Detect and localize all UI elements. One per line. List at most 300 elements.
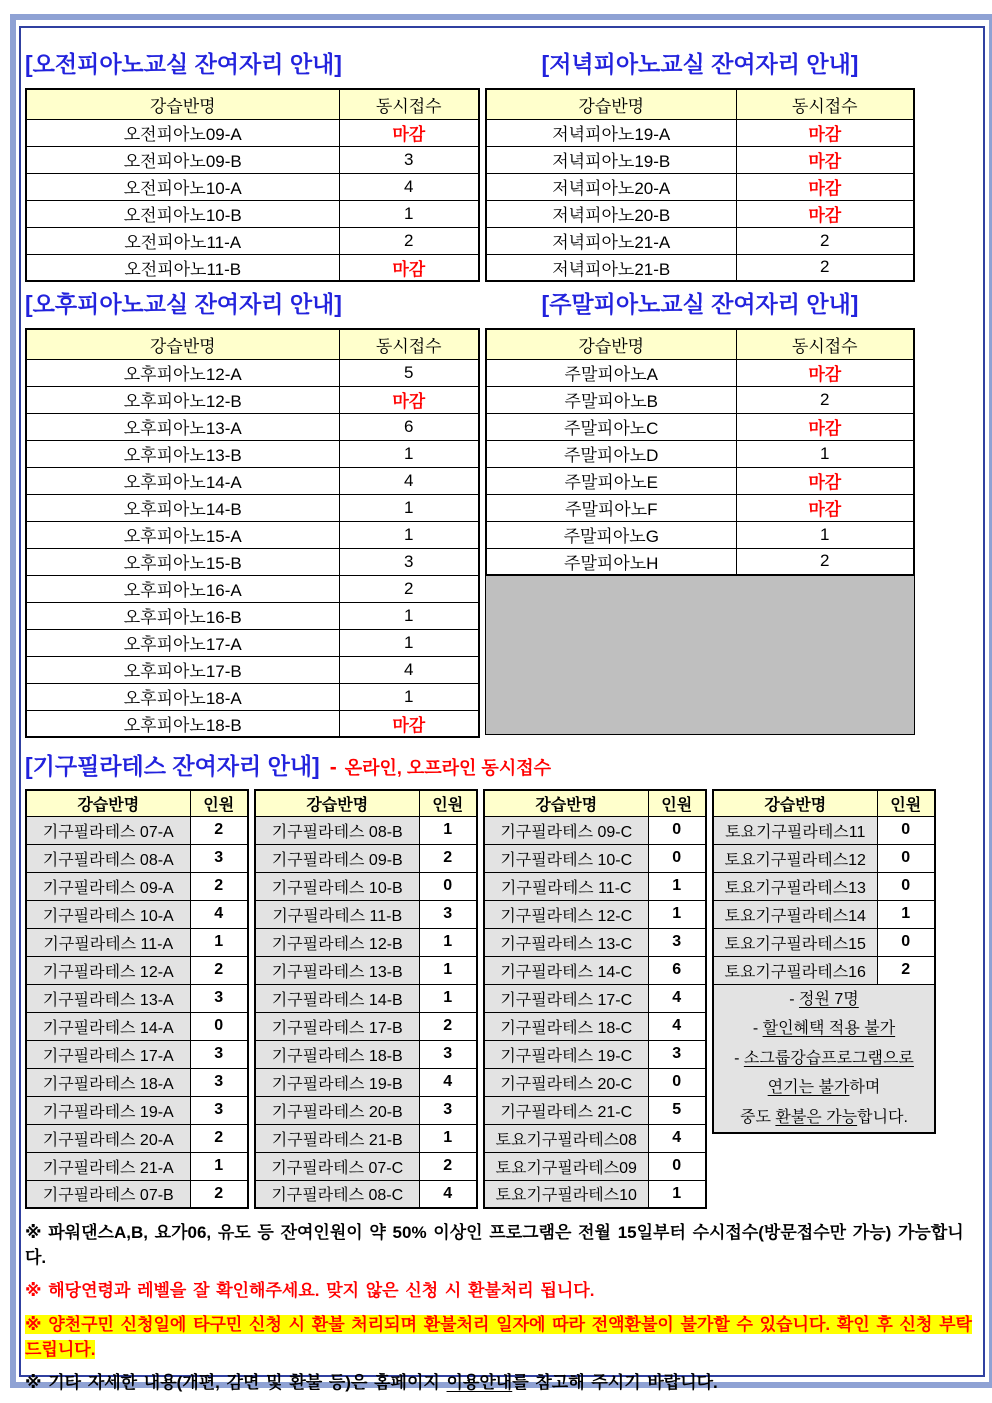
table-header-row <box>255 790 477 816</box>
footnote-age-level-warning <box>25 1279 975 1304</box>
count-cell: 3 <box>339 548 479 575</box>
class-name-cell: 기구필라테스 12-C <box>484 900 648 928</box>
class-name-cell: 저녁피아노21-B <box>486 254 736 281</box>
class-name-cell: 기구필라테스 10-A <box>26 900 190 928</box>
column-header-concurrent-count: 동시접수 <box>339 329 479 359</box>
table-row <box>26 254 479 281</box>
table-row <box>26 1040 248 1068</box>
table-row <box>713 956 935 984</box>
class-name-cell: 기구필라테스 17-A <box>26 1040 190 1068</box>
count-cell: 3 <box>190 1096 248 1124</box>
count-cell: 0 <box>877 872 935 900</box>
class-name-cell: 기구필라테스 17-C <box>484 984 648 1012</box>
count-cell: 2 <box>877 956 935 984</box>
text-segment: ※ 양천구민 신청일에 타구민 신청 시 환불 처리되며 환불처리 일자에 따라 전액환불이 불가할 수 있습니다. 확인 후 신청 부탁드립니다. <box>25 1314 972 1359</box>
table-header-row <box>486 329 914 359</box>
column-header-class-name: 강습반명 <box>26 790 190 816</box>
count-cell: 2 <box>736 386 914 413</box>
table-row <box>255 928 477 956</box>
count-cell: 4 <box>419 1180 477 1208</box>
text-segment: 중도 <box>740 1108 776 1126</box>
count-cell: 4 <box>648 1012 706 1040</box>
table-row <box>26 413 479 440</box>
count-cell: 3 <box>419 900 477 928</box>
table-row <box>255 1096 477 1124</box>
text-segment: ※ 기타 자세한 내용(개편, 감면 및 환불 등)은 홈페이지 <box>25 1373 447 1393</box>
column-header-concurrent-count: 동시접수 <box>339 89 479 119</box>
count-cell: 4 <box>419 1068 477 1096</box>
page-content <box>25 46 975 1403</box>
class-name-cell: 오후피아노16-A <box>26 575 339 602</box>
table-row <box>26 1096 248 1124</box>
count-cell: 3 <box>419 1040 477 1068</box>
count-cell: 4 <box>339 656 479 683</box>
count-cell: 0 <box>648 844 706 872</box>
table-row <box>484 1180 706 1208</box>
table-row <box>26 173 479 200</box>
class-name-cell: 기구필라테스 12-A <box>26 956 190 984</box>
count-cell: 1 <box>648 900 706 928</box>
class-name-cell: 오후피아노15-A <box>26 521 339 548</box>
table-header-row <box>713 790 935 816</box>
table-row <box>26 467 479 494</box>
table-row <box>484 1124 706 1152</box>
section-title-afternoon-piano: [오후피아노교실 잔여자리 안내] <box>25 291 342 317</box>
table-row <box>255 956 477 984</box>
class-name-cell: 주말피아노E <box>486 467 736 494</box>
text-segment: - <box>789 990 800 1008</box>
pilates-title-row <box>25 748 975 781</box>
table-row <box>484 1040 706 1068</box>
table-row <box>26 1012 248 1040</box>
table-row <box>26 956 248 984</box>
table-row <box>26 359 479 386</box>
class-name-cell: 기구필라테스 08-C <box>255 1180 419 1208</box>
count-cell: 2 <box>339 575 479 602</box>
count-cell: 0 <box>648 1068 706 1096</box>
count-cell: 4 <box>190 900 248 928</box>
count-cell: 6 <box>339 413 479 440</box>
table-row <box>26 900 248 928</box>
count-cell: 3 <box>648 928 706 956</box>
column-header-class-name: 강습반명 <box>486 89 736 119</box>
class-name-cell: 기구필라테스 18-C <box>484 1012 648 1040</box>
count-cell: 2 <box>190 956 248 984</box>
text-segment: 할인혜택 적용 불가 <box>762 1020 896 1038</box>
count-cell: 2 <box>419 844 477 872</box>
count-cell: 2 <box>190 816 248 844</box>
class-name-cell: 저녁피아노19-A <box>486 119 736 146</box>
count-cell: 0 <box>877 844 935 872</box>
text-segment: 환불은 가능 <box>775 1108 858 1126</box>
count-cell: 2 <box>736 254 914 281</box>
count-cell: 3 <box>190 1068 248 1096</box>
count-cell: 2 <box>736 548 914 575</box>
note-line <box>714 1014 934 1044</box>
class-name-cell: 오후피아노17-B <box>26 656 339 683</box>
text-segment: 소그룹강습프로그램으로 <box>743 1049 914 1067</box>
table-row <box>484 1068 706 1096</box>
table-row <box>26 1068 248 1096</box>
table-row <box>26 200 479 227</box>
count-cell: 1 <box>419 956 477 984</box>
table-row <box>713 872 935 900</box>
class-name-cell: 주말피아노D <box>486 440 736 467</box>
table-row <box>26 683 479 710</box>
table-row <box>26 1152 248 1180</box>
section-title-evening-piano: [저녁피아노교실 잔여자리 안내] <box>541 51 859 77</box>
class-name-cell: 기구필라테스 21-B <box>255 1124 419 1152</box>
table-row <box>486 119 914 146</box>
class-name-cell: 저녁피아노20-B <box>486 200 736 227</box>
table-row <box>713 900 935 928</box>
section-title-pilates: [기구필라테스 잔여자리 안내] <box>25 753 320 779</box>
table-row <box>255 984 477 1012</box>
table-row <box>26 710 479 737</box>
column-header-headcount: 인원 <box>419 790 477 816</box>
count-cell: 0 <box>877 816 935 844</box>
class-name-cell: 주말피아노H <box>486 548 736 575</box>
table-header-row <box>484 790 706 816</box>
count-cell: 4 <box>339 467 479 494</box>
table-header-row <box>26 89 479 119</box>
count-cell: 1 <box>339 200 479 227</box>
table-row <box>486 467 914 494</box>
count-cell: 1 <box>190 1152 248 1180</box>
count-cell: 1 <box>419 928 477 956</box>
count-cell: 1 <box>419 984 477 1012</box>
count-cell: 0 <box>419 872 477 900</box>
table-row <box>255 900 477 928</box>
class-name-cell: 기구필라테스 08-B <box>255 816 419 844</box>
pilates-table-c <box>483 789 707 1209</box>
table-row <box>486 440 914 467</box>
table-row <box>26 440 479 467</box>
class-name-cell: 기구필라테스 11-A <box>26 928 190 956</box>
count-cell: 6 <box>648 956 706 984</box>
count-cell: 마감 <box>736 119 914 146</box>
table-row <box>486 146 914 173</box>
table-header-row <box>26 790 248 816</box>
count-cell: 2 <box>736 227 914 254</box>
evening-piano-table <box>485 88 915 282</box>
class-name-cell: 기구필라테스 10-B <box>255 872 419 900</box>
pilates-tables-row <box>25 789 975 1209</box>
count-cell: 0 <box>648 1152 706 1180</box>
class-name-cell: 토요기구필라테스12 <box>713 844 877 872</box>
table-row <box>484 816 706 844</box>
count-cell: 3 <box>648 1040 706 1068</box>
table-row <box>484 984 706 1012</box>
count-cell: 1 <box>339 494 479 521</box>
table-row <box>255 1124 477 1152</box>
table-row <box>486 386 914 413</box>
footnote-refund-policy-highlight <box>25 1313 975 1362</box>
text-segment: - <box>734 1049 744 1067</box>
class-name-cell: 오후피아노15-B <box>26 548 339 575</box>
table-row <box>255 1012 477 1040</box>
table-row <box>255 872 477 900</box>
count-cell: 1 <box>419 816 477 844</box>
class-name-cell: 오후피아노12-B <box>26 386 339 413</box>
table-row <box>484 872 706 900</box>
count-cell: 5 <box>339 359 479 386</box>
table-row <box>486 173 914 200</box>
text-segment: - <box>752 1020 763 1038</box>
section-title-weekend-piano: [주말피아노교실 잔여자리 안내] <box>541 291 859 317</box>
pilates-policy-note <box>713 984 935 1133</box>
class-name-cell: 저녁피아노20-A <box>486 173 736 200</box>
class-name-cell: 기구필라테스 13-B <box>255 956 419 984</box>
count-cell: 1 <box>648 872 706 900</box>
table-row <box>26 119 479 146</box>
morning-piano-table <box>25 88 480 282</box>
class-name-cell: 토요기구필라테스16 <box>713 956 877 984</box>
table-row <box>484 1096 706 1124</box>
weekend-piano-table <box>485 328 915 576</box>
class-name-cell: 주말피아노A <box>486 359 736 386</box>
count-cell: 1 <box>877 900 935 928</box>
table-row <box>26 816 248 844</box>
table-header-row <box>26 329 479 359</box>
count-cell: 1 <box>339 440 479 467</box>
table-row <box>486 494 914 521</box>
class-name-cell: 오후피아노13-B <box>26 440 339 467</box>
table-row <box>486 413 914 440</box>
pilates-title-dash: - <box>329 756 337 779</box>
table-row <box>486 359 914 386</box>
table-row <box>255 1068 477 1096</box>
count-cell: 마감 <box>736 173 914 200</box>
count-cell: 1 <box>736 440 914 467</box>
table-row <box>26 984 248 1012</box>
class-name-cell: 기구필라테스 21-C <box>484 1096 648 1124</box>
text-segment: 이용안내 <box>446 1373 513 1393</box>
count-cell: 마감 <box>736 359 914 386</box>
table-row <box>26 1180 248 1208</box>
count-cell: 0 <box>190 1012 248 1040</box>
footnote-visit-registration <box>25 1221 975 1270</box>
class-name-cell: 주말피아노F <box>486 494 736 521</box>
table-row <box>484 1152 706 1180</box>
class-name-cell: 오전피아노09-A <box>26 119 339 146</box>
class-name-cell: 오후피아노16-B <box>26 602 339 629</box>
count-cell: 1 <box>190 928 248 956</box>
table-row <box>255 1040 477 1068</box>
table-row <box>484 1012 706 1040</box>
class-name-cell: 기구필라테스 11-B <box>255 900 419 928</box>
column-header-class-name: 강습반명 <box>713 790 877 816</box>
piano-titles-row-2 <box>25 286 975 319</box>
class-name-cell: 오전피아노10-B <box>26 200 339 227</box>
class-name-cell: 오전피아노10-A <box>26 173 339 200</box>
table-row <box>713 816 935 844</box>
column-header-concurrent-count: 동시접수 <box>736 329 914 359</box>
class-name-cell: 오후피아노12-A <box>26 359 339 386</box>
class-name-cell: 오후피아노17-A <box>26 629 339 656</box>
table-header-row <box>486 89 914 119</box>
piano-titles-row-1 <box>25 46 975 79</box>
class-name-cell: 오후피아노18-A <box>26 683 339 710</box>
table-row <box>486 548 914 575</box>
text-segment: ※ 해당연령과 레벨을 잘 확인해주세요. 맞지 않은 신청 시 환불처리 됩니다. <box>25 1281 595 1301</box>
count-cell: 1 <box>339 629 479 656</box>
empty-gray-area <box>485 575 915 735</box>
class-name-cell: 기구필라테스 19-A <box>26 1096 190 1124</box>
count-cell: 2 <box>419 1012 477 1040</box>
text-segment: 합니다. <box>857 1108 908 1126</box>
table-row <box>26 548 479 575</box>
table-row <box>486 521 914 548</box>
table-row <box>26 521 479 548</box>
class-name-cell: 기구필라테스 21-A <box>26 1152 190 1180</box>
column-header-class-name: 강습반명 <box>484 790 648 816</box>
class-name-cell: 주말피아노G <box>486 521 736 548</box>
count-cell: 마감 <box>339 119 479 146</box>
column-header-class-name: 강습반명 <box>486 329 736 359</box>
count-cell: 3 <box>190 984 248 1012</box>
table-row <box>26 629 479 656</box>
class-name-cell: 저녁피아노21-A <box>486 227 736 254</box>
class-name-cell: 기구필라테스 18-A <box>26 1068 190 1096</box>
table-row <box>26 602 479 629</box>
column-header-headcount: 인원 <box>190 790 248 816</box>
class-name-cell: 토요기구필라테스08 <box>484 1124 648 1152</box>
table-row <box>26 146 479 173</box>
count-cell: 1 <box>339 683 479 710</box>
table-row <box>486 254 914 281</box>
class-name-cell: 기구필라테스 09-C <box>484 816 648 844</box>
class-name-cell: 기구필라테스 07-A <box>26 816 190 844</box>
count-cell: 1 <box>736 521 914 548</box>
table-row <box>484 956 706 984</box>
count-cell: 2 <box>190 1124 248 1152</box>
note-line <box>714 1073 934 1103</box>
count-cell: 2 <box>419 1152 477 1180</box>
count-cell: 1 <box>419 1124 477 1152</box>
table-row <box>26 656 479 683</box>
note-line <box>714 985 934 1015</box>
count-cell: 마감 <box>736 200 914 227</box>
class-name-cell: 기구필라테스 14-C <box>484 956 648 984</box>
class-name-cell: 토요기구필라테스13 <box>713 872 877 900</box>
class-name-cell: 기구필라테스 13-C <box>484 928 648 956</box>
table-row <box>484 844 706 872</box>
table-row <box>486 200 914 227</box>
table-row <box>486 227 914 254</box>
table-row <box>255 816 477 844</box>
pilates-table-a <box>25 789 249 1209</box>
note-line <box>714 1103 934 1133</box>
class-name-cell: 기구필라테스 20-A <box>26 1124 190 1152</box>
count-cell: 마감 <box>339 254 479 281</box>
note-row <box>713 984 935 1133</box>
count-cell: 0 <box>877 928 935 956</box>
table-row <box>26 386 479 413</box>
class-name-cell: 기구필라테스 10-C <box>484 844 648 872</box>
count-cell: 3 <box>190 1040 248 1068</box>
column-header-class-name: 강습반명 <box>26 329 339 359</box>
table-row <box>255 844 477 872</box>
table-row <box>713 928 935 956</box>
count-cell: 3 <box>190 844 248 872</box>
table-row <box>26 928 248 956</box>
class-name-cell: 기구필라테스 14-B <box>255 984 419 1012</box>
class-name-cell: 기구필라테스 17-B <box>255 1012 419 1040</box>
count-cell: 2 <box>190 872 248 900</box>
class-name-cell: 주말피아노C <box>486 413 736 440</box>
column-header-headcount: 인원 <box>648 790 706 816</box>
class-name-cell: 기구필라테스 09-B <box>255 844 419 872</box>
count-cell: 5 <box>648 1096 706 1124</box>
count-cell: 마감 <box>736 467 914 494</box>
text-segment: 를 참고해 주시기 바랍니다. <box>512 1373 718 1393</box>
class-name-cell: 기구필라테스 07-B <box>26 1180 190 1208</box>
column-header-headcount: 인원 <box>877 790 935 816</box>
count-cell: 마감 <box>736 146 914 173</box>
table-row <box>26 844 248 872</box>
class-name-cell: 토요기구필라테스10 <box>484 1180 648 1208</box>
table-row <box>255 1152 477 1180</box>
class-name-cell: 오후피아노18-B <box>26 710 339 737</box>
class-name-cell: 기구필라테스 13-A <box>26 984 190 1012</box>
pilates-table-b <box>254 789 478 1209</box>
class-name-cell: 기구필라테스 14-A <box>26 1012 190 1040</box>
class-name-cell: 주말피아노B <box>486 386 736 413</box>
count-cell: 마감 <box>736 494 914 521</box>
class-name-cell: 기구필라테스 20-B <box>255 1096 419 1124</box>
count-cell: 2 <box>339 227 479 254</box>
class-name-cell: 기구필라테스 20-C <box>484 1068 648 1096</box>
table-row <box>713 844 935 872</box>
class-name-cell: 토요기구필라테스14 <box>713 900 877 928</box>
class-name-cell: 오후피아노13-A <box>26 413 339 440</box>
footnote-homepage-guide <box>25 1371 975 1396</box>
class-name-cell: 오전피아노09-B <box>26 146 339 173</box>
count-cell: 3 <box>339 146 479 173</box>
class-name-cell: 기구필라테스 08-A <box>26 844 190 872</box>
table-row <box>26 227 479 254</box>
class-name-cell: 기구필라테스 19-C <box>484 1040 648 1068</box>
footnotes <box>25 1221 975 1396</box>
class-name-cell: 기구필라테스 18-B <box>255 1040 419 1068</box>
text-segment: 하며 <box>849 1079 881 1097</box>
class-name-cell: 기구필라테스 07-C <box>255 1152 419 1180</box>
table-row <box>255 1180 477 1208</box>
column-header-concurrent-count: 동시접수 <box>736 89 914 119</box>
count-cell: 마감 <box>339 710 479 737</box>
count-cell: 4 <box>648 984 706 1012</box>
pilates-subtitle: 온라인, 오프라인 동시접수 <box>344 758 551 778</box>
table-row <box>26 1124 248 1152</box>
table-row <box>26 494 479 521</box>
class-name-cell: 오후피아노14-A <box>26 467 339 494</box>
table-row <box>484 900 706 928</box>
class-name-cell: 기구필라테스 09-A <box>26 872 190 900</box>
count-cell: 4 <box>339 173 479 200</box>
count-cell: 3 <box>419 1096 477 1124</box>
column-header-class-name: 강습반명 <box>26 89 339 119</box>
column-header-class-name: 강습반명 <box>255 790 419 816</box>
class-name-cell: 토요기구필라테스15 <box>713 928 877 956</box>
class-name-cell: 기구필라테스 12-B <box>255 928 419 956</box>
count-cell: 1 <box>339 602 479 629</box>
class-name-cell: 저녁피아노19-B <box>486 146 736 173</box>
class-name-cell: 오전피아노11-A <box>26 227 339 254</box>
class-name-cell: 토요기구필라테스11 <box>713 816 877 844</box>
section-title-morning-piano: [오전피아노교실 잔여자리 안내] <box>25 51 342 77</box>
count-cell: 1 <box>648 1180 706 1208</box>
